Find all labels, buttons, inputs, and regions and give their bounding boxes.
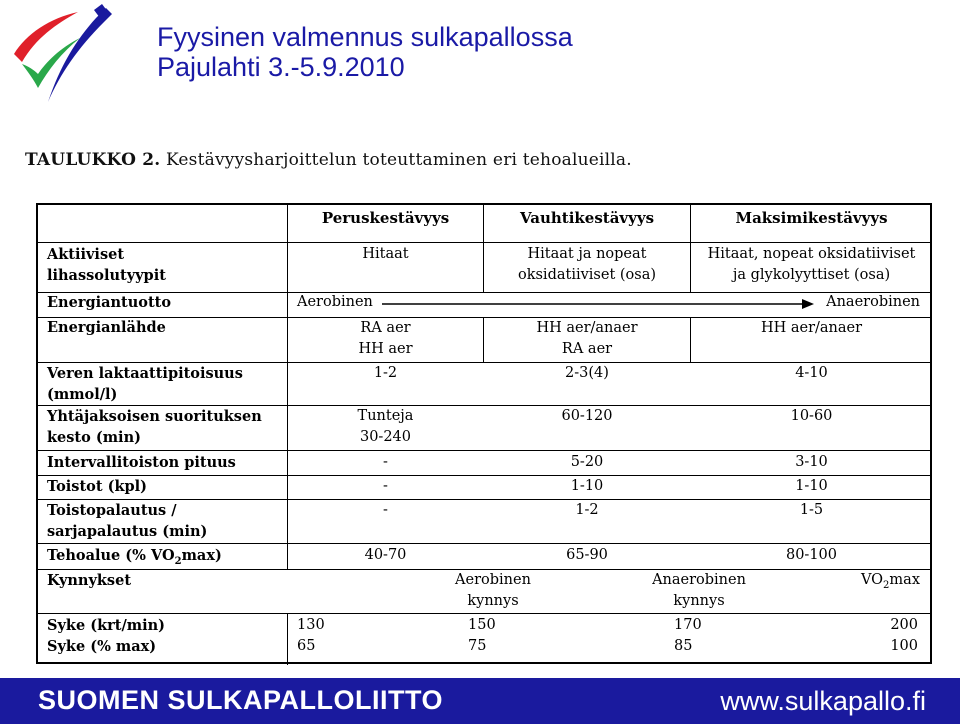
cell-line: Tunteja [357,408,414,424]
label-part: Tehoalue (% VO [47,547,175,564]
cell-intervalli-vauhti: 5-20 [570,454,604,470]
row-label-intervalli: Intervallitoiston pituus [47,454,236,471]
cell-line: 130 [297,617,325,633]
footer-bar [0,678,960,724]
cell-toistot-vauhti: 1-10 [570,478,604,494]
endurance-table [36,203,932,664]
row-label-line: Toistopalautus / [47,502,177,519]
row-label-line: Veren laktaattipitoisuus [47,365,243,382]
label-subscript: 2 [883,579,890,591]
row-label-line: sarjapalautus (min) [47,523,208,540]
cell-line: RA aer [561,341,613,357]
cell-syke-4 [890,615,918,657]
cell-line: ja glykolyyttiset (osa) [732,267,891,283]
row-label-energianlahde: Energianlähde [47,319,166,336]
cell-energianlahde-maksimi: HH aer/anaer [760,320,863,336]
label-part: max) [181,547,222,564]
caption-prefix: TAULUKKO 2. [25,150,161,170]
row-divider [38,613,930,614]
energy-arrow-icon [382,297,816,311]
cell-aktiiviset-perus: Hitaat [362,246,409,262]
row-label-line: lihassolutyypit [47,267,166,284]
cell-line: 30-240 [359,429,412,445]
title-line-1: Fyysinen valmennus sulkapallossa [157,22,573,52]
cell-line: 75 [468,638,487,654]
row-label-line: kesto (min) [47,429,141,446]
cell-tehoalue-vauhti: 65-90 [566,547,608,563]
cell-line: Hitaat, nopeat oksidatiiviset [707,246,916,262]
cell-line: kynnys [467,593,519,609]
cell-line: Anaerobinen [652,572,746,588]
cell-line: HH aer [358,341,413,357]
cell-line: 200 [890,617,918,633]
row-divider [38,450,930,451]
row-label-palautus [47,500,207,542]
cell-toistot-maksimi: 1-10 [795,478,828,494]
row-divider [38,242,930,243]
cell-intervalli-perus: - [383,454,388,470]
cell-line: 85 [674,638,693,654]
cell-line: HH aer/anaer [536,320,638,336]
row-label-kesto [47,406,262,448]
cell-energiantuotto-start: Aerobinen [297,294,373,310]
cell-line: 150 [468,617,496,633]
cell-kesto-perus [288,406,483,448]
cell-line: 100 [890,638,918,654]
label-part: VO [860,572,884,588]
row-label-kynnykset: Kynnykset [47,572,132,589]
cell-line: 65 [297,638,316,654]
row-label-tehoalue [47,545,222,572]
cell-energiantuotto-end: Anaerobinen [826,294,920,310]
column-header-peruskestavyys: Peruskestävyys [321,209,450,227]
cell-palautus-maksimi: 1-5 [799,502,824,518]
cell-line: kynnys [673,593,725,609]
cell-line: 170 [674,617,702,633]
cell-kesto-maksimi: 10-60 [790,408,833,424]
cell-kesto-vauhti: 60-120 [561,408,613,424]
cell-syke-2 [468,615,496,657]
row-label-line: Syke (krt/min) [47,617,166,634]
row-label-syke [47,615,165,657]
cell-syke-1 [297,615,325,657]
column-header-vauhtikestavyys: Vauhtikestävyys [519,209,655,227]
row-divider [38,543,930,544]
column-header-maksimikestavyys: Maksimikestävyys [735,209,888,227]
row-label-line: Yhtäjaksoisen suorituksen [47,408,262,425]
cell-kynnykset-vo2max [861,570,920,596]
cell-syke-3 [674,615,702,657]
cell-line: oksidatiiviset (osa) [517,267,657,283]
footer-organization: SUOMEN SULKAPALLOLIITTO [38,685,443,715]
slide-title [157,22,573,82]
row-label-toistot: Toistot (kpl) [47,478,147,495]
cell-line: Hitaat ja nopeat [527,246,647,262]
cell-palautus-vauhti: 1-2 [575,502,599,518]
row-label-line: Aktiiviset [47,246,125,263]
row-label-line: Syke (% max) [47,638,157,655]
column-divider [287,613,288,665]
row-label-aktiiviset [47,244,166,286]
cell-tehoalue-maksimi: 80-100 [785,547,838,563]
footer-website-link[interactable]: www.sulkapallo.fi [720,686,926,716]
cell-line: RA aer [360,320,411,336]
cell-kynnykset-aerobinen [433,570,553,612]
cell-tehoalue-perus: 40-70 [364,547,407,563]
table-caption [25,150,632,170]
row-divider [38,292,930,293]
cell-aktiiviset-vauhti [484,244,690,286]
cell-energianlahde-vauhti [484,318,690,360]
row-label-energiantuotto: Energiantuotto [47,294,172,311]
row-label-line: (mmol/l) [47,386,118,403]
badminton-logo-icon [8,4,112,104]
label-part: max [889,572,920,588]
cell-toistot-perus: - [383,478,388,494]
title-line-2: Pajulahti 3.-5.9.2010 [157,52,405,82]
label-subscript: 2 [174,555,182,567]
caption-text: Kestävyysharjoittelun toteuttaminen eri tehoalueilla. [160,150,632,170]
cell-line: Aerobinen [455,572,531,588]
cell-intervalli-maksimi: 3-10 [795,454,828,470]
cell-kynnykset-anaerobinen [634,570,764,612]
cell-laktaatti-perus: 1-2 [373,365,398,381]
cell-laktaatti-maksimi: 4-10 [795,365,828,381]
cell-laktaatti-vauhti: 2-3(4) [565,365,609,381]
cell-energianlahde-perus [288,318,483,360]
cell-aktiiviset-maksimi [691,244,932,286]
row-label-laktaatti [47,363,243,405]
cell-palautus-perus: - [383,502,388,518]
